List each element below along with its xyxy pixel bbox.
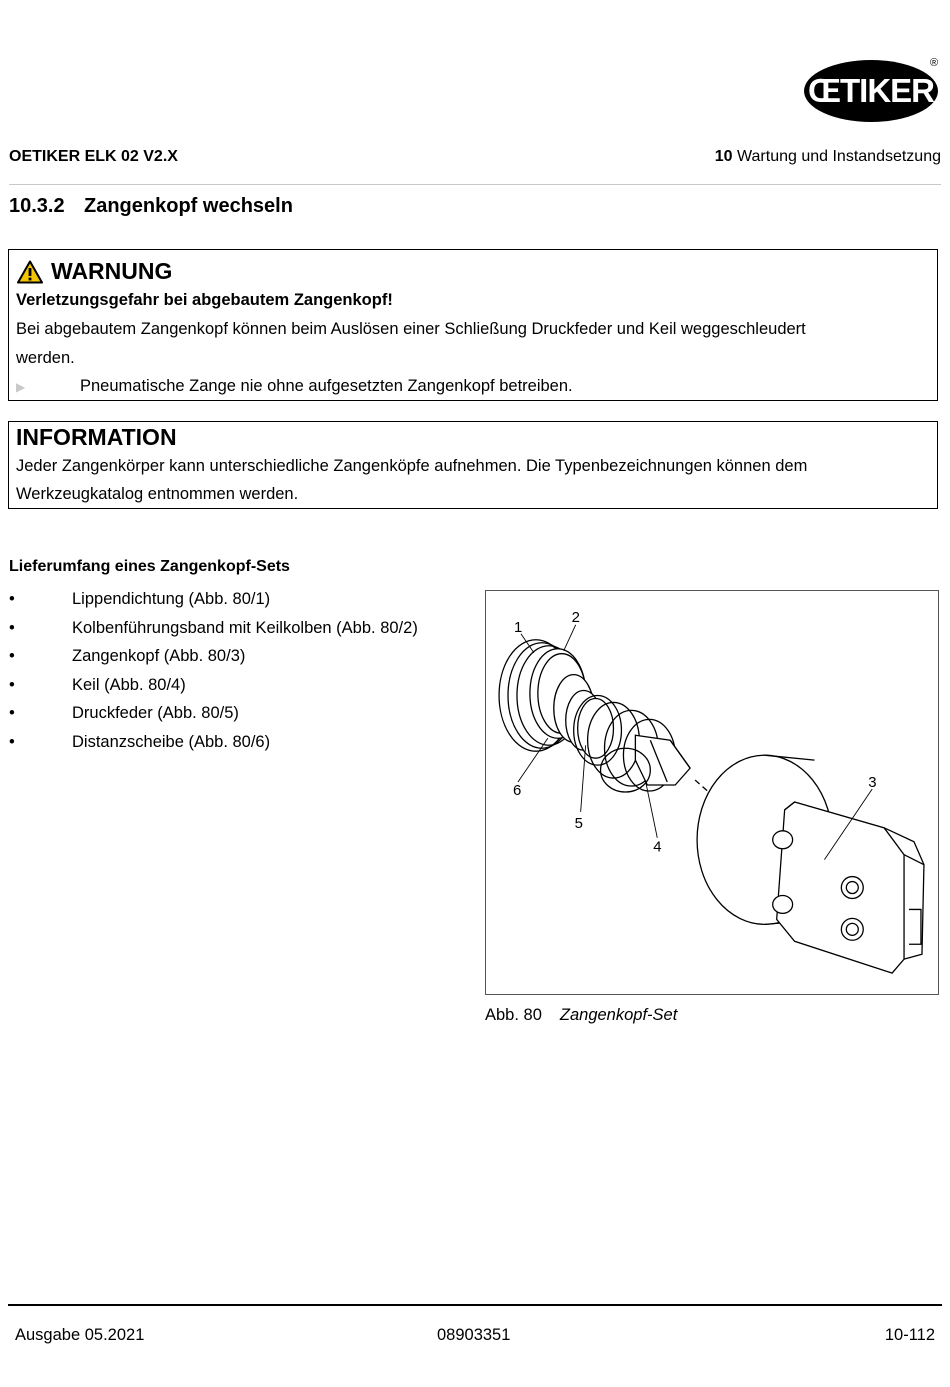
information-text-line2: Werkzeugkatalog entnommen werden. [16, 485, 299, 503]
logo-text: ŒTIKER [808, 72, 934, 109]
header-divider [9, 184, 941, 185]
action-arrow-icon: ▶ [16, 380, 26, 394]
warning-box [8, 249, 938, 401]
section-heading [9, 195, 293, 218]
warning-action: Pneumatische Zange nie ohne aufgesetzten Zangenkopf betreiben. [80, 377, 573, 395]
chapter-heading [715, 148, 941, 166]
document-title: OETIKER ELK 02 V2.X [9, 148, 178, 165]
figure-label-3: 3 [868, 774, 877, 792]
figure-caption-text: Zangenkopf-Set [559, 1006, 678, 1024]
exploded-view-drawing [486, 591, 938, 994]
warning-title-text: WARNUNG [51, 258, 173, 284]
figure-label-4: 4 [653, 838, 662, 856]
tool-head-drawing [697, 755, 924, 973]
footer-page-number: 10-112 [884, 1326, 935, 1344]
information-box [8, 421, 938, 509]
footer-divider [8, 1304, 942, 1306]
figure-label-1: 1 [513, 618, 523, 636]
warning-hazard: Verletzungsgefahr bei abgebautem Zangenkopf! [16, 291, 393, 309]
information-title: INFORMATION [16, 424, 177, 450]
information-text-line1: Jeder Zangenkörper kann unterschiedliche Zangenköpfe aufnehmen. Die Typenbezeichnungen können dem [16, 457, 808, 475]
figure-label-2: 2 [571, 608, 580, 626]
chapter-number: 10 [714, 148, 733, 165]
warning-text-line2: werden. [16, 349, 75, 367]
figure-label-5: 5 [574, 814, 583, 832]
warning-text-line1: Bei abgebautem Zangenkopf können beim Auslösen einer Schließung Druckfeder und Keil weggeschleudert [16, 320, 806, 338]
figure-zangenkopf-set [485, 590, 939, 995]
registered-mark: ® [929, 57, 939, 69]
wedge-drawing [635, 735, 690, 785]
figure-number: Abb. 80 [485, 1006, 542, 1024]
figure-caption [485, 1006, 677, 1025]
section-number: 10.3.2 [9, 195, 65, 217]
footer-edition: Ausgabe 05.2021 [15, 1326, 145, 1344]
oetiker-logo [803, 54, 943, 124]
warning-title [17, 258, 172, 285]
figure-label-6: 6 [512, 781, 522, 799]
chapter-title: Wartung und Instandsetzung [737, 148, 941, 165]
section-title: Zangenkopf wechseln [84, 195, 293, 217]
footer-doc-number: 08903351 [437, 1326, 511, 1344]
scope-heading: Lieferumfang eines Zangenkopf-Sets [9, 558, 290, 575]
warning-triangle-icon [17, 260, 43, 284]
